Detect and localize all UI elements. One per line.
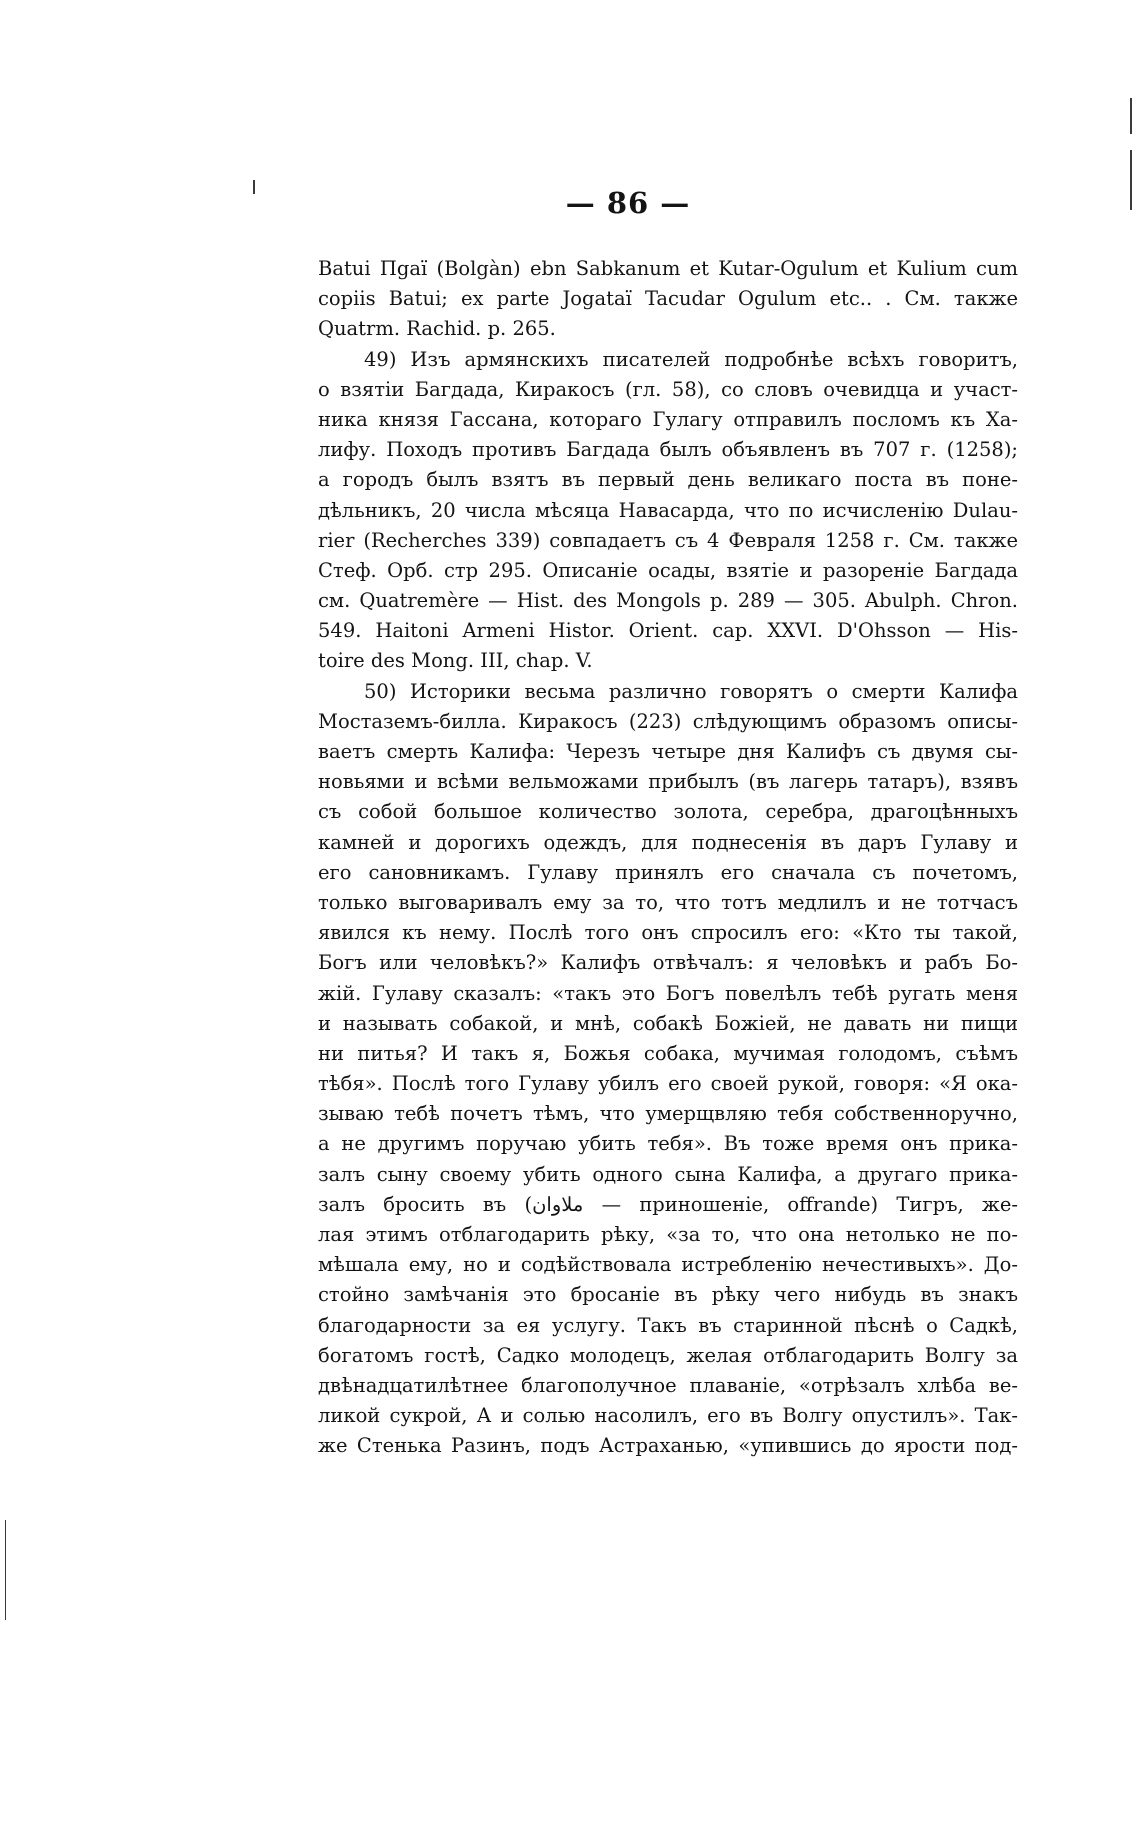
scan-edge-mark bbox=[5, 1520, 6, 1620]
text-line: Quatrm. Rachid. p. 265. bbox=[318, 317, 556, 341]
footnote-49-start: 49) Изъ армянскихъ писателей подробнѣе всѣхъ говоритъ, bbox=[364, 347, 1018, 371]
footnote-50-start: 50) Историки весьма различно говорятъ о смерти Калифа bbox=[364, 679, 1018, 703]
text-line: камней и дорогихъ одеждъ, для поднесенія въ даръ Гулаву и bbox=[318, 830, 1018, 854]
text-line: только выговаривалъ ему за то, что тотъ медлилъ и не тотчасъ bbox=[318, 890, 1018, 914]
text-line: ликой сукрой, А и солью насолилъ, его въ Волгу опустилъ». Так- bbox=[318, 1404, 1018, 1428]
text-line: дѣльникъ, 20 числа мѣсяца Навасарда, что по исчисленію Dulau- bbox=[318, 498, 1018, 522]
text-line: залъ бросить въ (ملاوان — приношеніе, offrande) Тигръ, же- bbox=[318, 1192, 1018, 1216]
text-line: мѣшала ему, но и содѣйствовала истребленію нечестивыхъ». До- bbox=[318, 1253, 1018, 1277]
text-line: ни питья? И такъ я, Божья собака, мучимая голодомъ, съѣмъ bbox=[318, 1041, 1018, 1065]
text-line: богатомъ гостѣ, Садко молодецъ, желая отблагодарить Волгу за bbox=[318, 1343, 1018, 1367]
text-line: rier (Recherches 339) совпадаетъ съ 4 Февраля 1258 г. См. также bbox=[318, 528, 1018, 552]
text-line: стойно замѣчанія это бросаніе въ рѣку чего нибудь въ знакъ bbox=[318, 1283, 1018, 1307]
text-line: ваетъ смерть Калифа: Черезъ четыре дня Калифъ съ двумя сы- bbox=[318, 740, 1018, 763]
text-line: явился къ нему. Послѣ того онъ спросилъ его: «Кто ты такой, bbox=[318, 921, 1018, 945]
text-line: тѣбя». Послѣ того Гулаву убилъ его своей рукой, говоря: «Я ока- bbox=[318, 1072, 1018, 1096]
text-line: Batui Пgaï (Bolgàn) ebn Sabkanum et Kutar-Ogulum et Kulium cum bbox=[318, 257, 1018, 280]
text-line: же Стенька Разинъ, подъ Астраханью, «упившись до ярости под- bbox=[318, 1434, 1018, 1458]
text-line: новьями и всѣми вельможами прибылъ (въ лагерь татаръ), взявъ bbox=[318, 770, 1018, 794]
text-line: жій. Гулаву сказалъ: «такъ это Богъ повелѣлъ тебѣ ругать меня bbox=[318, 981, 1018, 1005]
text-line: Мостаземъ-билла. Киракосъ (223) слѣдующимъ образомъ описы- bbox=[318, 709, 1018, 733]
text-line: Богъ или человѣкъ?» Калифъ отвѣчалъ: я человѣкъ и рабъ Бо- bbox=[318, 951, 1018, 975]
text-line: см. Quatremère — Hist. des Mongols p. 289 — 305. Abulph. Chron. bbox=[318, 589, 1018, 613]
page-number: — 86 — bbox=[565, 186, 691, 220]
text-line: залъ сыну своему убить одного сына Калифа, а другаго прика- bbox=[318, 1162, 1018, 1186]
page-body-text bbox=[318, 254, 1018, 1462]
text-line: благодарности за ея услугу. Такъ въ старинной пѣснѣ о Садкѣ, bbox=[318, 1313, 1018, 1337]
text-line: лая этимъ отблагодарить рѣку, «за то, что она нетолько не по- bbox=[318, 1223, 1018, 1246]
text-line: 549. Haitoni Armeni Histor. Orient. cap. XXVI. D'Ohsson — His- bbox=[318, 619, 1018, 643]
text-line: и называть собакой, и мнѣ, собакѣ Божіей, не давать ни пищи bbox=[318, 1011, 1018, 1035]
text-line: съ собой большое количество золота, серебра, драгоцѣнныхъ bbox=[318, 800, 1018, 824]
text-line: зываю тебѣ почетъ тѣмъ, что умерщвляю тебя собственноручно, bbox=[318, 1102, 1018, 1126]
text-line: Стеф. Орб. стр 295. Описаніе осады, взятіе и разореніе Багдада bbox=[318, 558, 1018, 582]
text-line: его сановникамъ. Гулаву принялъ его сначала съ почетомъ, bbox=[318, 860, 1018, 884]
text-line: copiis Batui; ex parte Jogataï Tacudar Ogulum etc.. . См. также bbox=[318, 287, 1018, 311]
text-line: а не другимъ поручаю убить тебя». Въ тоже время онъ прика- bbox=[318, 1132, 1018, 1156]
text-line: о взятіи Багдада, Киракосъ (гл. 58), со словъ очевидца и участ- bbox=[318, 377, 1018, 401]
text-line: двѣнадцатилѣтнее благополучное плаваніе, «отрѣзалъ хлѣба ве- bbox=[318, 1373, 1018, 1397]
text-line: лифу. Походъ противъ Багдада былъ объявленъ въ 707 г. (1258); bbox=[318, 438, 1018, 462]
text-line: а городъ былъ взятъ въ первый день великаго поста въ поне- bbox=[318, 468, 1018, 492]
text-line: ника князя Гассана, котораго Гулагу отправилъ посломъ къ Ха- bbox=[318, 407, 1018, 431]
text-line: toire des Mong. III, chap. V. bbox=[318, 649, 593, 673]
scan-edge-mark bbox=[1130, 98, 1132, 134]
